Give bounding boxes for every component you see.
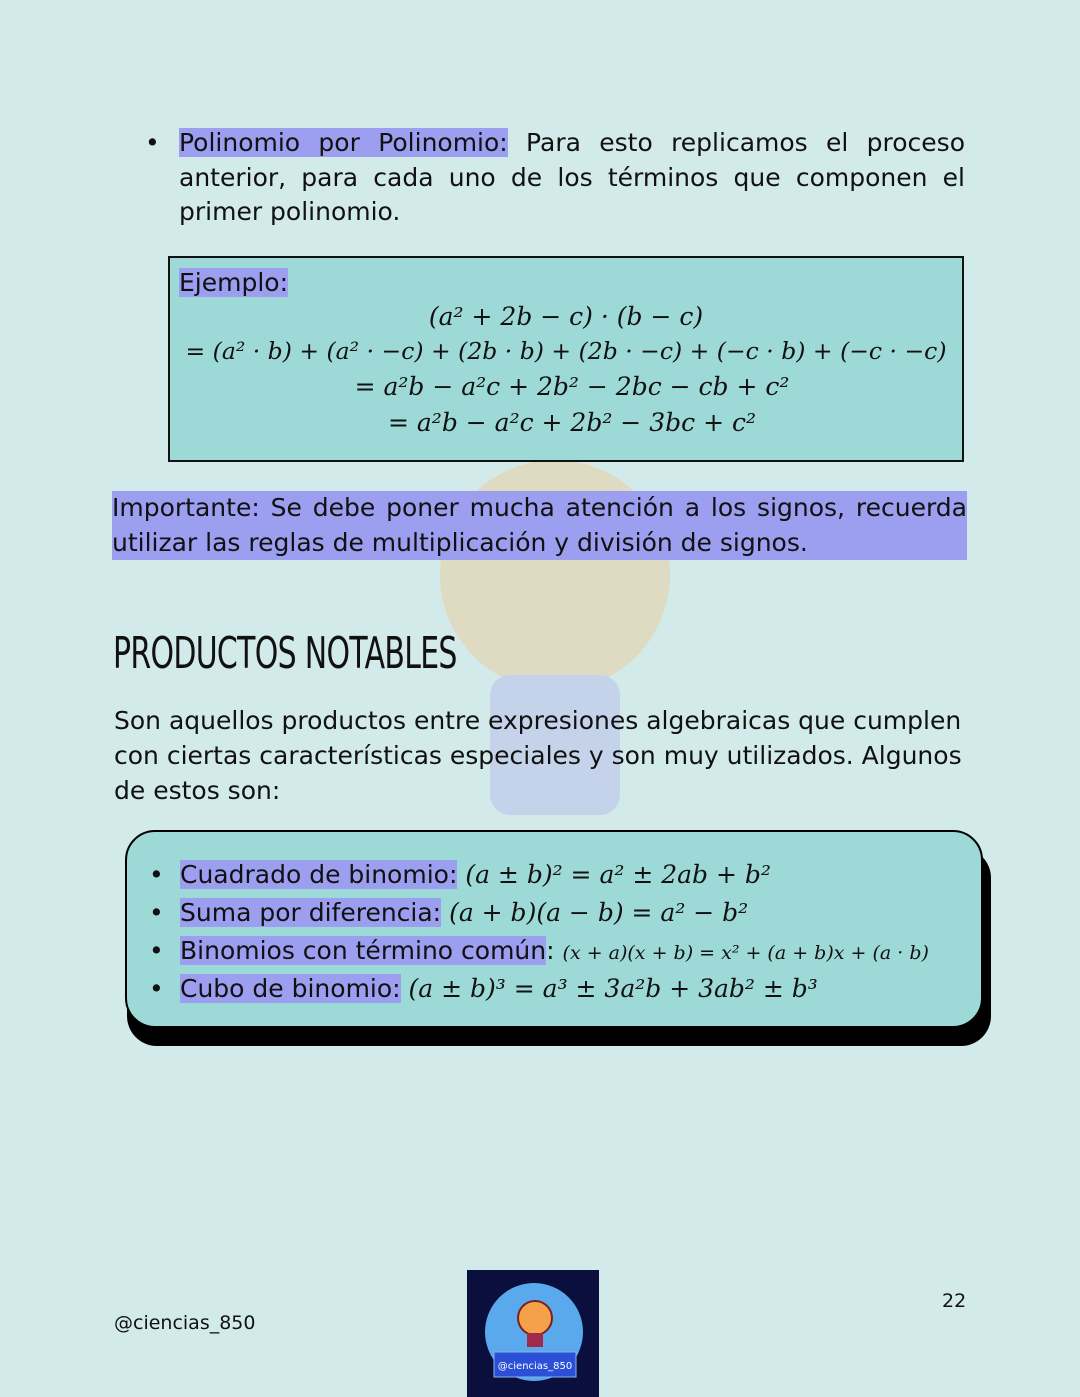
equation-line: (a² + 2b − c) · (b − c) <box>428 302 704 331</box>
lightbulb-icon <box>467 1270 599 1397</box>
product-item: • Binomios con término común: (x + a)(x + b) = x² + (a + b)x + (a · b) <box>149 936 929 965</box>
important-note: Importante: Se debe poner mucha atención a los signos, recuerda utilizar las reglas de multiplicación y división de signos. <box>112 491 967 560</box>
equation-line: = a²b − a²c + 2b² − 3bc + c² <box>388 408 756 437</box>
page-number: 22 <box>942 1290 967 1312</box>
product-item: • Suma por diferencia: (a + b)(a − b) = a² − b² <box>149 898 749 927</box>
product-item: • Cubo de binomio: (a ± b)³ = a³ ± 3a²b + 3ab² ± b³ <box>149 974 818 1003</box>
equation-line: = a²b − a²c + 2b² − 2bc − cb + c² <box>354 372 790 401</box>
highlight-label: Polinomio por Polinomio: <box>179 128 508 157</box>
example-label: Ejemplo: <box>179 268 289 297</box>
section-title: PRODUCTOS NOTABLES <box>113 628 457 679</box>
equation-line: = (a² · b) + (a² · −c) + (2b · b) + (2b · −c) + (−c · b) + (−c · −c) <box>185 337 947 365</box>
bullet-polinomio: • Polinomio por Polinomio: Para esto replicamos el proceso anterior, para cada uno de los términos que componen el primer polinomio. <box>145 128 965 226</box>
intro-paragraph: Son aquellos productos entre expresiones algebraicas que cumplen con ciertas características especiales y son muy utilizados. Algunos de estos son: <box>114 706 962 805</box>
logo <box>467 1270 599 1397</box>
products-box <box>125 830 983 1028</box>
footer-handle: @ciencias_850 <box>114 1312 256 1334</box>
example-box <box>168 256 964 462</box>
product-item: • Cuadrado de binomio: (a ± b)² = a² ± 2ab + b² <box>149 860 771 889</box>
svg-text:@ciencias_850: @ciencias_850 <box>497 1361 573 1372</box>
